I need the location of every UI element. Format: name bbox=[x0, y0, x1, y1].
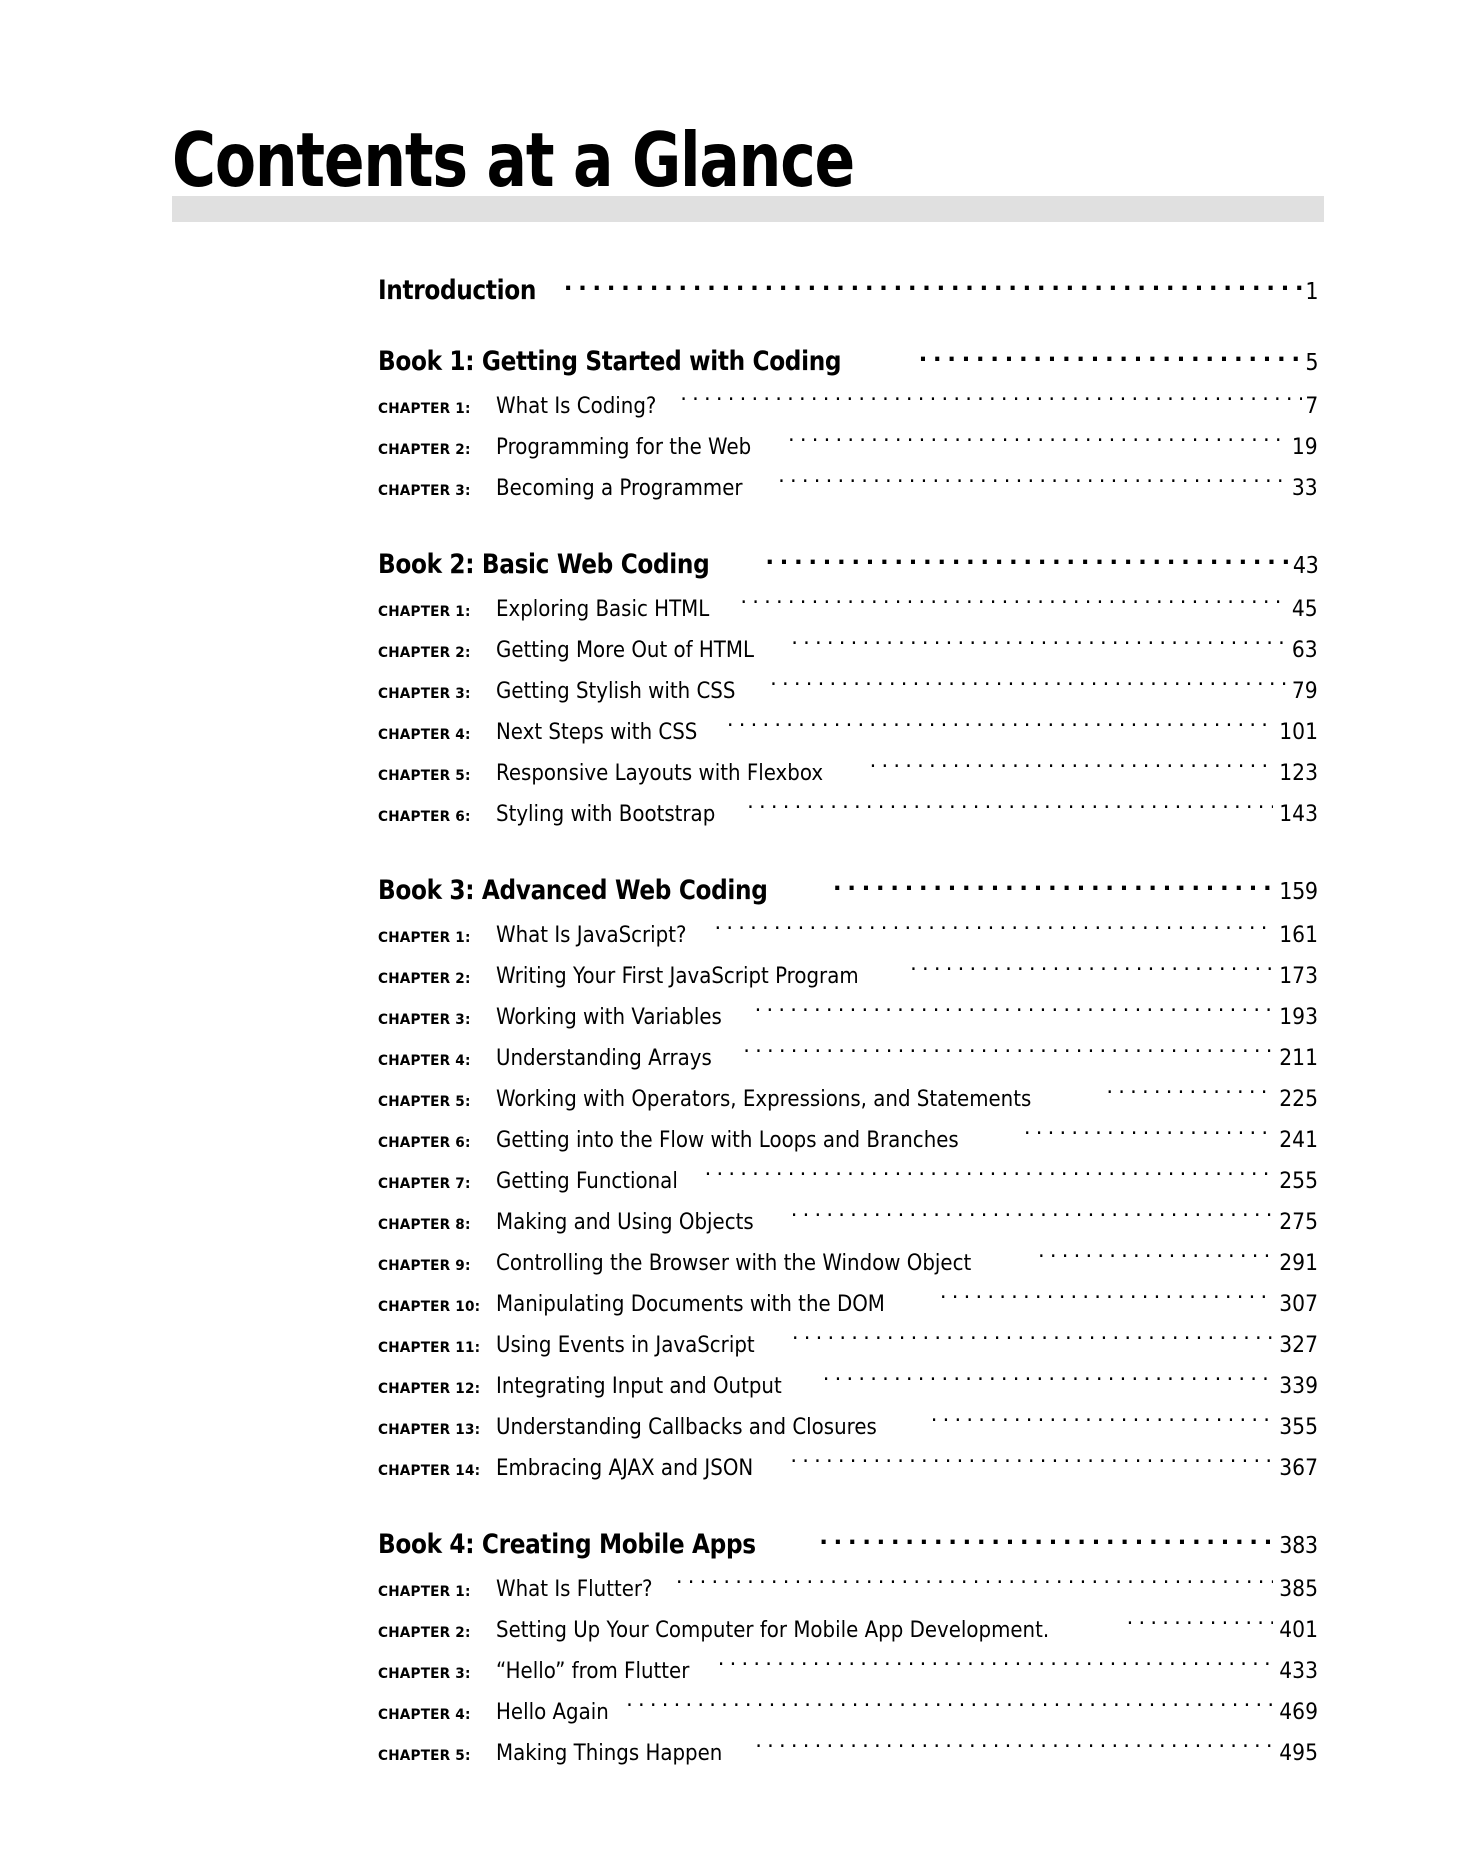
chapter-page-number: 79 bbox=[1292, 678, 1318, 704]
chapter-page-number: 7 bbox=[1305, 393, 1318, 419]
book-page-number: 43 bbox=[1292, 553, 1318, 579]
chapter-title: Integrating Input and Output bbox=[496, 1373, 782, 1399]
chapter-title: Writing Your First JavaScript Program bbox=[496, 963, 859, 989]
chapter-title: Styling with Bootstrap bbox=[496, 801, 716, 827]
section-gap bbox=[378, 836, 1318, 872]
section-gap bbox=[378, 1490, 1318, 1526]
dot-leader bbox=[833, 872, 1273, 899]
dot-leader bbox=[743, 1043, 1273, 1065]
book-page-number: 383 bbox=[1279, 1533, 1318, 1559]
chapter-page-number: 327 bbox=[1279, 1332, 1318, 1358]
dot-leader bbox=[870, 758, 1273, 780]
chapter-page-number: 63 bbox=[1292, 637, 1318, 663]
toc-chapter-row[interactable] bbox=[378, 672, 1318, 713]
chapter-label: CHAPTER 4: bbox=[378, 1707, 471, 1723]
toc-chapter-row[interactable] bbox=[378, 1326, 1318, 1367]
chapter-page-number: 19 bbox=[1292, 434, 1318, 460]
chapter-page-number: 339 bbox=[1279, 1373, 1318, 1399]
chapter-label: CHAPTER 10: bbox=[378, 1299, 481, 1315]
chapter-label: CHAPTER 1: bbox=[378, 401, 471, 417]
dot-leader bbox=[823, 1371, 1273, 1393]
chapter-title: Embracing AJAX and JSON bbox=[496, 1455, 754, 1481]
toc-chapter-row[interactable] bbox=[378, 1203, 1318, 1244]
chapter-title: Making Things Happen bbox=[496, 1740, 723, 1766]
dot-leader bbox=[910, 961, 1273, 983]
chapter-title: Exploring Basic HTML bbox=[496, 596, 710, 622]
chapter-title: What Is JavaScript? bbox=[496, 922, 687, 948]
dot-leader bbox=[705, 1166, 1273, 1188]
chapter-page-number: 33 bbox=[1292, 475, 1318, 501]
toc-chapter-row[interactable] bbox=[378, 1408, 1318, 1449]
toc-chapter-row[interactable] bbox=[378, 1611, 1318, 1652]
dot-leader bbox=[676, 1574, 1273, 1596]
book-chapter-gap bbox=[378, 907, 1318, 916]
chapter-page-number: 495 bbox=[1279, 1740, 1318, 1766]
toc-chapter-row[interactable] bbox=[378, 590, 1318, 631]
chapter-label: CHAPTER 3: bbox=[378, 686, 471, 702]
dot-leader bbox=[755, 1002, 1273, 1024]
chapter-title: Using Events in JavaScript bbox=[496, 1332, 755, 1358]
chapter-title: Controlling the Browser with the Window Object bbox=[496, 1250, 972, 1276]
chapter-page-number: 385 bbox=[1279, 1576, 1318, 1602]
chapter-page-number: 367 bbox=[1279, 1455, 1318, 1481]
toc-chapter-row[interactable] bbox=[378, 1285, 1318, 1326]
chapter-label: CHAPTER 5: bbox=[378, 1094, 471, 1110]
dot-leader bbox=[790, 1453, 1273, 1475]
dot-leader bbox=[715, 920, 1274, 942]
dot-leader bbox=[919, 343, 1302, 370]
dot-leader bbox=[626, 1697, 1273, 1719]
chapter-page-number: 307 bbox=[1279, 1291, 1318, 1317]
chapter-title: Understanding Arrays bbox=[496, 1045, 712, 1071]
chapter-page-number: 275 bbox=[1279, 1209, 1318, 1235]
toc-chapter-row[interactable] bbox=[378, 1162, 1318, 1203]
chapter-title: What Is Flutter? bbox=[496, 1576, 653, 1602]
dot-leader bbox=[792, 1330, 1273, 1352]
book-title: Book 2: Basic Web Coding bbox=[378, 549, 710, 580]
chapter-page-number: 433 bbox=[1279, 1658, 1318, 1684]
chapter-page-number: 45 bbox=[1292, 596, 1318, 622]
chapter-label: CHAPTER 5: bbox=[378, 1748, 471, 1764]
book-chapter-gap bbox=[378, 581, 1318, 590]
chapter-label: CHAPTER 4: bbox=[378, 727, 471, 743]
dot-leader bbox=[791, 1207, 1273, 1229]
chapter-page-number: 193 bbox=[1279, 1004, 1318, 1030]
dot-leader bbox=[1024, 1125, 1273, 1147]
dot-leader bbox=[747, 799, 1273, 821]
toc-chapter-row[interactable] bbox=[378, 1734, 1318, 1775]
toc-chapter-row[interactable] bbox=[378, 1570, 1318, 1611]
dot-leader bbox=[718, 1656, 1273, 1678]
toc-chapter-row[interactable] bbox=[378, 1039, 1318, 1080]
chapter-title: Making and Using Objects bbox=[496, 1209, 754, 1235]
book-chapter-gap bbox=[378, 1561, 1318, 1570]
dot-leader bbox=[765, 546, 1287, 573]
toc-book-row[interactable] bbox=[378, 343, 1318, 378]
chapter-page-number: 469 bbox=[1279, 1699, 1318, 1725]
dot-leader bbox=[931, 1412, 1273, 1434]
chapter-page-number: 173 bbox=[1279, 963, 1318, 989]
section-gap bbox=[378, 307, 1318, 343]
chapter-label: CHAPTER 3: bbox=[378, 483, 471, 499]
frontmatter-title: Introduction bbox=[378, 275, 537, 306]
chapter-page-number: 211 bbox=[1279, 1045, 1318, 1071]
chapter-label: CHAPTER 3: bbox=[378, 1666, 471, 1682]
dot-leader bbox=[940, 1289, 1273, 1311]
section-gap bbox=[378, 510, 1318, 546]
dot-leader bbox=[788, 432, 1287, 454]
dot-leader bbox=[778, 473, 1287, 495]
toc-chapter-row[interactable] bbox=[378, 916, 1318, 957]
chapter-label: CHAPTER 8: bbox=[378, 1217, 471, 1233]
toc-book-row[interactable] bbox=[378, 1526, 1318, 1561]
dot-leader bbox=[1106, 1084, 1273, 1106]
toc-chapter-row[interactable] bbox=[378, 754, 1318, 795]
book-page-number: 1 bbox=[1305, 279, 1318, 305]
book-page-number: 5 bbox=[1305, 350, 1318, 376]
chapter-page-number: 123 bbox=[1279, 760, 1318, 786]
dot-leader bbox=[1038, 1248, 1273, 1270]
chapter-label: CHAPTER 1: bbox=[378, 604, 471, 620]
toc-chapter-row[interactable] bbox=[378, 998, 1318, 1039]
chapter-label: CHAPTER 2: bbox=[378, 442, 471, 458]
dot-leader bbox=[727, 717, 1273, 739]
toc-chapter-row[interactable] bbox=[378, 1121, 1318, 1162]
chapter-title: Responsive Layouts with Flexbox bbox=[496, 760, 824, 786]
chapter-label: CHAPTER 6: bbox=[378, 809, 471, 825]
dot-leader bbox=[1127, 1615, 1273, 1637]
chapter-label: CHAPTER 6: bbox=[378, 1135, 471, 1151]
book-chapter-gap bbox=[378, 378, 1318, 387]
chapter-label: CHAPTER 2: bbox=[378, 645, 471, 661]
chapter-title: Manipulating Documents with the DOM bbox=[496, 1291, 885, 1317]
toc-chapter-row[interactable] bbox=[378, 387, 1318, 428]
dot-leader bbox=[770, 676, 1287, 698]
chapter-label: CHAPTER 12: bbox=[378, 1381, 481, 1397]
book-title: Book 3: Advanced Web Coding bbox=[378, 875, 768, 906]
chapter-title: Becoming a Programmer bbox=[496, 475, 743, 501]
chapter-page-number: 291 bbox=[1279, 1250, 1318, 1276]
chapter-title: Programming for the Web bbox=[496, 434, 752, 460]
chapter-title: “Hello” from Flutter bbox=[496, 1658, 690, 1684]
chapter-label: CHAPTER 1: bbox=[378, 1584, 471, 1600]
chapter-label: CHAPTER 7: bbox=[378, 1176, 471, 1192]
chapter-page-number: 101 bbox=[1279, 719, 1318, 745]
chapter-title: Getting Functional bbox=[496, 1168, 678, 1194]
toc-chapter-row[interactable] bbox=[378, 795, 1318, 836]
chapter-label: CHAPTER 5: bbox=[378, 768, 471, 784]
toc-chapter-row[interactable] bbox=[378, 1080, 1318, 1121]
toc-chapter-row[interactable] bbox=[378, 713, 1318, 754]
toc-chapter-row[interactable] bbox=[378, 957, 1318, 998]
chapter-label: CHAPTER 9: bbox=[378, 1258, 471, 1274]
dot-leader bbox=[564, 272, 1302, 299]
chapter-label: CHAPTER 1: bbox=[378, 930, 471, 946]
chapter-page-number: 355 bbox=[1279, 1414, 1318, 1440]
toc-chapter-row[interactable] bbox=[378, 1449, 1318, 1490]
chapter-title: Working with Variables bbox=[496, 1004, 722, 1030]
chapter-page-number: 225 bbox=[1279, 1086, 1318, 1112]
page-title-block bbox=[0, 118, 1475, 228]
chapter-title: Next Steps with CSS bbox=[496, 719, 698, 745]
chapter-page-number: 143 bbox=[1279, 801, 1318, 827]
book-title: Book 4: Creating Mobile Apps bbox=[378, 1529, 756, 1560]
book-page-number: 159 bbox=[1279, 879, 1318, 905]
dot-leader bbox=[740, 594, 1287, 616]
toc-chapter-row[interactable] bbox=[378, 1244, 1318, 1285]
chapter-page-number: 401 bbox=[1279, 1617, 1318, 1643]
chapter-label: CHAPTER 13: bbox=[378, 1422, 481, 1438]
chapter-label: CHAPTER 2: bbox=[378, 1625, 471, 1641]
chapter-page-number: 241 bbox=[1279, 1127, 1318, 1153]
chapter-label: CHAPTER 2: bbox=[378, 971, 471, 987]
chapter-title: Getting into the Flow with Loops and Branches bbox=[496, 1127, 959, 1153]
toc-chapter-row[interactable] bbox=[378, 469, 1318, 510]
chapter-label: CHAPTER 4: bbox=[378, 1053, 471, 1069]
toc-chapter-row[interactable] bbox=[378, 1367, 1318, 1408]
chapter-title: Getting More Out of HTML bbox=[496, 637, 755, 663]
chapter-title: Understanding Callbacks and Closures bbox=[496, 1414, 877, 1440]
chapter-title: What Is Coding? bbox=[496, 393, 657, 419]
book-title: Book 1: Getting Started with Coding bbox=[378, 346, 842, 377]
chapter-page-number: 255 bbox=[1279, 1168, 1318, 1194]
toc-chapter-row[interactable] bbox=[378, 1652, 1318, 1693]
chapter-title: Getting Stylish with CSS bbox=[496, 678, 736, 704]
chapter-page-number: 161 bbox=[1279, 922, 1318, 948]
dot-leader bbox=[791, 635, 1287, 657]
dot-leader bbox=[680, 391, 1301, 413]
table-of-contents bbox=[378, 272, 1318, 1775]
chapter-label: CHAPTER 3: bbox=[378, 1012, 471, 1028]
dot-leader bbox=[819, 1526, 1273, 1553]
toc-chapter-row[interactable] bbox=[378, 1693, 1318, 1734]
toc-frontmatter-row[interactable] bbox=[378, 272, 1318, 307]
toc-book-row[interactable] bbox=[378, 546, 1318, 581]
toc-chapter-row[interactable] bbox=[378, 631, 1318, 672]
dot-leader bbox=[755, 1738, 1273, 1760]
chapter-label: CHAPTER 14: bbox=[378, 1463, 481, 1479]
chapter-title: Setting Up Your Computer for Mobile App Development. bbox=[496, 1617, 1050, 1643]
toc-book-row[interactable] bbox=[378, 872, 1318, 907]
chapter-title: Hello Again bbox=[496, 1699, 609, 1725]
toc-chapter-row[interactable] bbox=[378, 428, 1318, 469]
chapter-label: CHAPTER 11: bbox=[378, 1340, 481, 1356]
chapter-title: Working with Operators, Expressions, and Statements bbox=[496, 1086, 1032, 1112]
page-title: Contents at a Glance bbox=[172, 116, 855, 204]
